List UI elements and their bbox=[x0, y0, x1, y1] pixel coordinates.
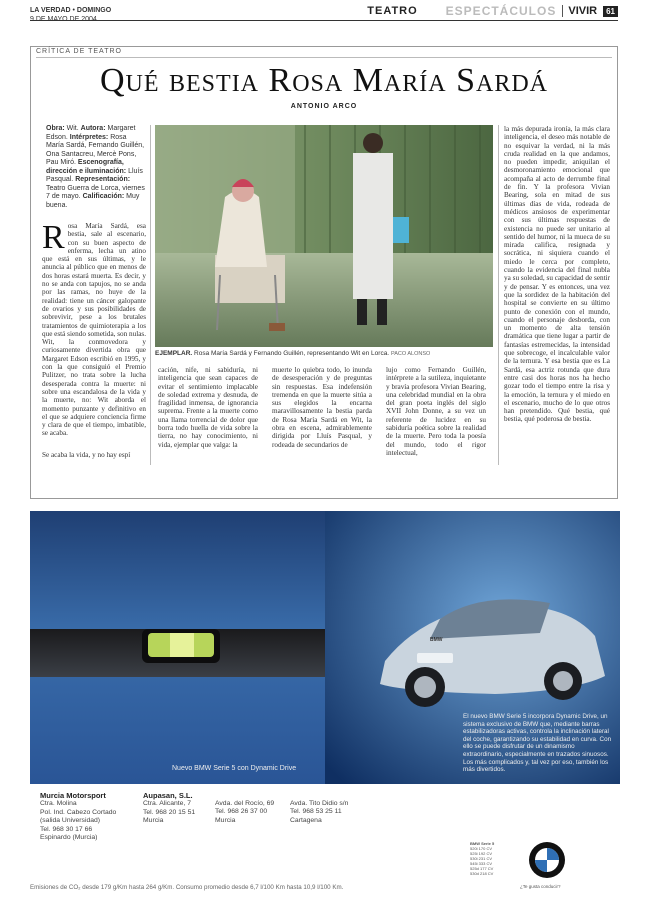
column-1-text: osa María Sardá, esa bestia, sale al escenario, con su buen aspecto de enferma, lecha un atino que está en sus últimas, y le anuncia al público que en menos de dos horas estará muerta. Es decir, y no se anda con tapujos, no se anda por las ramas, no huye de la realidad: tiene un cáncer galopante de ovarios y sus posibilidades de sobrevivir, pese a los brutales tratamientos de quimioterapia a los que está siendo sometida, son nulas. Wit, la conmovedora y curiosamente divertida obra que Margaret Edson escribió en 1995, y con la que consiguió el Premio Pulitzer, no trata sobre la lucha desesperada contra la muerte: ni sobre una escandalosa de la vida y la muerte, no: Wit aborda el momento punzante y definitivo en el que se adquiere conciencia firme y clara de que el tiempo, imbatible, se acaba. bbox=[42, 222, 146, 438]
dealer-line: Espinardo (Murcia) bbox=[40, 834, 98, 842]
range-title: BMW Serie 5 bbox=[470, 841, 495, 846]
ad-tagline: Nuevo BMW Serie 5 con Dynamic Drive bbox=[172, 765, 297, 772]
article-column-4: lujo como Fernando Guillén, intérprete a la sutileza, inquietante y bravía profesora Vivian Bearing, una celebridad mundial en la obra del gran poeta inglés del siglo XVII John Donne, a su vez un referente de lucidez en su sabiduría poética sobre la realidad de la muerte. Pero toda la poesía del mundo, todo el rigor intelectual, bbox=[386, 366, 486, 457]
dealer-line: Cartagena bbox=[290, 816, 322, 824]
article-column-5: la más depurada ironía, la más clara inteligencia, el deseo más notable de no esquivar la verdad, ni la más cruda realidad en la que andamos, no pueden impedir, aniquilan el desmoronamiento emocional que acompaña al acto de derrumbe final de fin. Y la profesora Vivian Bearing, sola en mitad de sus últimas días de vida, rodeada de médicos ansiosos de experimentar con sus últimas respuestas de existencia no puede ser unitario al sentido del humor, ni la mueca de su mirada califica, resignada y socrática, ni siquiera cuando el miedo le cerca por completo, cuando la evidencia del final nubla ya su soledad, su capacidad de sentir y de pensar. Y es entonces, una vez que la sordidez de la habitación del hospital se convierte en su último punto de conexión con el mundo, cuando el personaje desborda, con un momento de alta tensión dramática que tiene lugar a partir de fantasías estremecidas, la intensidad que sobrecoge, el incalculable valor de la ternura. Y esa bestia que es La Sardá, esa actriz rotunda que dura entre casi dos horas nos ha hecho gozar todo el tiempo entre la risa y la emoción, la ternura y el miedo en el escenario, mucho de lo que otros han pretendido. Qué bestia, qué bestia, qué poderosa de bestia. bbox=[504, 125, 610, 424]
drop-cap: R bbox=[42, 222, 65, 256]
column-divider bbox=[150, 125, 151, 465]
dealer-line: Tel. 968 20 15 51 bbox=[143, 808, 196, 816]
subsection-label: VIVIR bbox=[562, 5, 597, 17]
caption-label: EJEMPLAR. bbox=[155, 350, 193, 357]
dealer-0 bbox=[40, 792, 135, 842]
obra: Wit. bbox=[66, 125, 79, 132]
dealer-line: Tel. 968 30 17 66 bbox=[40, 825, 93, 833]
calificacion: Muy buena. bbox=[46, 193, 140, 209]
dealer-line: Murcia bbox=[215, 816, 236, 824]
dealer-line: Avda. del Rocío, 69 bbox=[215, 800, 275, 807]
ad-level-photo bbox=[30, 511, 325, 784]
escenografia-label: Escenografía, dirección e iluminación: bbox=[46, 159, 127, 175]
supersection-label: ESPECTÁCULOS bbox=[445, 4, 557, 18]
dealer-line: Tel. 968 26 37 00 bbox=[215, 808, 268, 816]
dealer-line: Avda. Tito Didio s/n bbox=[290, 800, 349, 807]
car-badge: BMW bbox=[430, 637, 443, 643]
interpretes-label: Intérpretes: bbox=[69, 133, 109, 141]
calificacion-label: Calificación: bbox=[82, 193, 125, 200]
dealer-name: Aupasan, S.L. bbox=[143, 791, 193, 800]
range-item: 530d 218 CV bbox=[470, 871, 494, 876]
masthead-left: LA VERDAD • DOMINGO bbox=[30, 6, 111, 24]
emissions-footnote: Emisiones de CO₂ desde 179 g/Km hasta 264 g/Km. Consumo promedio desde 6,7 l/100 Km hasta 10,9 l/100 Km. bbox=[30, 884, 344, 891]
model-range bbox=[470, 841, 518, 881]
interpretes: Rosa María Sardá, Fernando Guillén, Ona Santacreu, Mercè Pons, Pau Miró. bbox=[46, 133, 145, 166]
dealer-line: Murcia bbox=[143, 817, 164, 825]
obra-label: Obra: bbox=[46, 125, 65, 132]
dealer-line: Pol. Ind. Cabezo Cortado bbox=[40, 808, 117, 816]
ad-slogan: ¿Te gusta conducir? bbox=[520, 884, 561, 889]
kicker: CRÍTICA DE TEATRO bbox=[36, 48, 122, 55]
tech-sheet bbox=[46, 125, 146, 210]
caption-credit: PACO ALONSO bbox=[390, 351, 431, 357]
dealer-1 bbox=[143, 792, 221, 826]
dealer-line: Tel. 968 53 25 11 bbox=[290, 808, 342, 816]
stage-photo bbox=[155, 125, 493, 347]
byline: ANTONIO ARCO bbox=[290, 103, 358, 110]
photo-caption bbox=[155, 350, 493, 357]
autora: Margaret Edson. bbox=[46, 125, 136, 141]
article-column-2: cación, nife, ni sabiduría, ni inteligencia que sean capaces de evitar el sentimiento implacable de soledad extrema y desnuda, de fragilidad inmensa, de ignorancia suprema. Frente a la muerte como una llama torrencial de dolor que borra todo huella de vida sobre la tierra, no hay conocimiento, ni vida, ejemplar que valga: la bbox=[158, 366, 258, 449]
range-item: 545i 333 CV bbox=[470, 861, 493, 866]
bmw-logo-icon bbox=[527, 840, 567, 880]
autora-label: Autora: bbox=[80, 125, 106, 132]
dealer-3 bbox=[290, 800, 370, 825]
headline: Qué bestia Rosa María Sardá bbox=[99, 62, 549, 99]
section-label: TEATRO bbox=[367, 5, 418, 17]
dealer-line: Ctra. Alicante, 7 bbox=[143, 800, 191, 808]
dealer-line: Ctra. Molina bbox=[40, 800, 77, 808]
caption-text: Rosa María Sardá y Fernando Guillén, representando Wit en Lorca. bbox=[194, 350, 390, 357]
page-number: 61 bbox=[603, 6, 618, 17]
column-divider-right bbox=[498, 125, 499, 465]
article-column-1-end: Se acaba la vida, y no hay espí bbox=[42, 451, 131, 459]
article-column-3: muerte lo quiebra todo, lo inunda de desesperación y de preguntas sin respuestas. Esa indefensión tremenda en que la muerte sitúa a sus elegidos la encarna maravillosamente la bestia parda de Rosa María Sardá en Wit, la obra en escena, admirablemente dirigida por Lluís Pasqual, y rodeada de secundarios de bbox=[272, 366, 372, 449]
kicker-rule bbox=[36, 57, 612, 58]
range-item: 525d 177 CV bbox=[470, 866, 494, 871]
paper-name: LA VERDAD bbox=[30, 7, 71, 14]
ad-copy: El nuevo BMW Serie 5 incorpora Dynamic Drive, un sistema exclusivo de BMW que, mediante barras estabilizadoras activas, controla la inclinación lateral del coche, garantizando su estabilidad en curva. Con ello se puede disfrutar de un dinamismo extraordinario, especialmente en trazados sinuosos. Los más complicados y, tal vez por eso, también los más divertidos. bbox=[463, 713, 612, 774]
range-item: 525i 192 CV bbox=[470, 851, 493, 856]
range-item: 530i 231 CV bbox=[470, 856, 493, 861]
section-header bbox=[367, 4, 618, 18]
range-item: 520i 170 CV bbox=[470, 846, 493, 851]
article-column-1 bbox=[42, 222, 146, 450]
dealer-name: Murcia Motorsport bbox=[40, 791, 106, 800]
escenografia: Lluís Pasqual. bbox=[46, 167, 143, 183]
header-rule bbox=[30, 20, 618, 21]
dealer-2 bbox=[215, 800, 290, 825]
day: DOMINGO bbox=[76, 7, 112, 14]
representacion-label: Representación: bbox=[75, 176, 131, 183]
dealer-line: (salida Universidad) bbox=[40, 817, 101, 825]
representacion: Teatro Guerra de Lorca, viernes 7 de mayo. bbox=[46, 184, 145, 200]
